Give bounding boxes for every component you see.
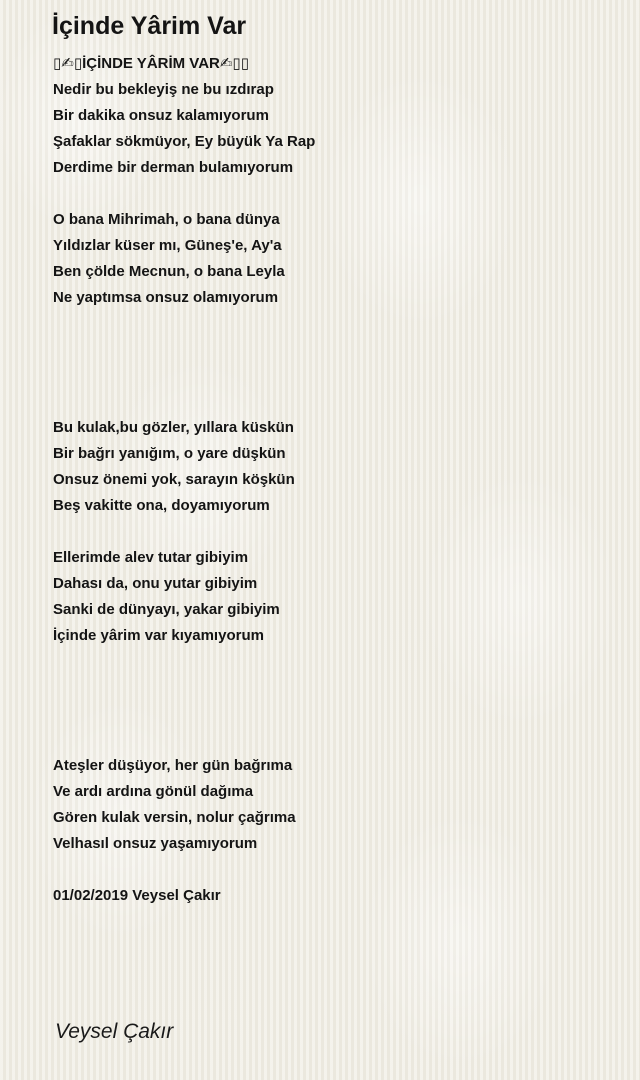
poem-line: Bir bağrı yanığım, o yare düşkün (53, 445, 286, 462)
poem-line: İçinde yârim var kıyamıyorum (53, 627, 264, 644)
poem-line: Bu kulak,bu gözler, yıllara küskün (53, 419, 294, 436)
poem-body (53, 51, 613, 909)
section-gap (53, 649, 613, 753)
stanza-gap (53, 519, 613, 545)
author-signature: Veysel Çakır (55, 1020, 174, 1043)
poem-line: Bir dakika onsuz kalamıyorum (53, 107, 269, 124)
poem-dateline: 01/02/2019 Veysel Çakır (53, 887, 221, 904)
poem-line: Ellerimde alev tutar gibiyim (53, 549, 249, 566)
poem-line: Şafaklar sökmüyor, Ey büyük Ya Rap (53, 133, 316, 150)
poem-line: Beş vakitte ona, doyamıyorum (53, 497, 270, 514)
poem-line: Ve ardı ardına gönül dağıma (53, 783, 254, 800)
stanza-gap (53, 181, 613, 207)
poem-line: Ben çölde Mecnun, o bana Leyla (53, 263, 285, 280)
poem-line: Nedir bu bekleyiş ne bu ızdırap (53, 81, 274, 98)
poem-line: Gören kulak versin, nolur çağrıma (53, 809, 296, 826)
poem-heading: ▯✍▯İÇİNDE YÂRİM VAR✍▯▯ (53, 55, 249, 72)
poem-line: Velhasıl onsuz yaşamıyorum (53, 835, 258, 852)
poem-line: Onsuz önemi yok, sarayın köşkün (53, 471, 295, 488)
poem-line: Derdime bir derman bulamıyorum (53, 159, 294, 176)
poem-line: Ne yaptımsa onsuz olamıyorum (53, 289, 279, 306)
section-gap (53, 311, 613, 415)
poem-line: Ateşler düşüyor, her gün bağrıma (53, 757, 293, 774)
poem-line: Yıldızlar küser mı, Güneş'e, Ay'a (53, 237, 282, 254)
poem-title: İçinde Yârim Var (52, 12, 247, 40)
poem-line: Dahası da, onu yutar gibiyim (53, 575, 258, 592)
stanza-gap (53, 857, 613, 883)
poem-line: Sanki de dünyayı, yakar gibiyim (53, 601, 280, 618)
poem-line: O bana Mihrimah, o bana dünya (53, 211, 280, 228)
